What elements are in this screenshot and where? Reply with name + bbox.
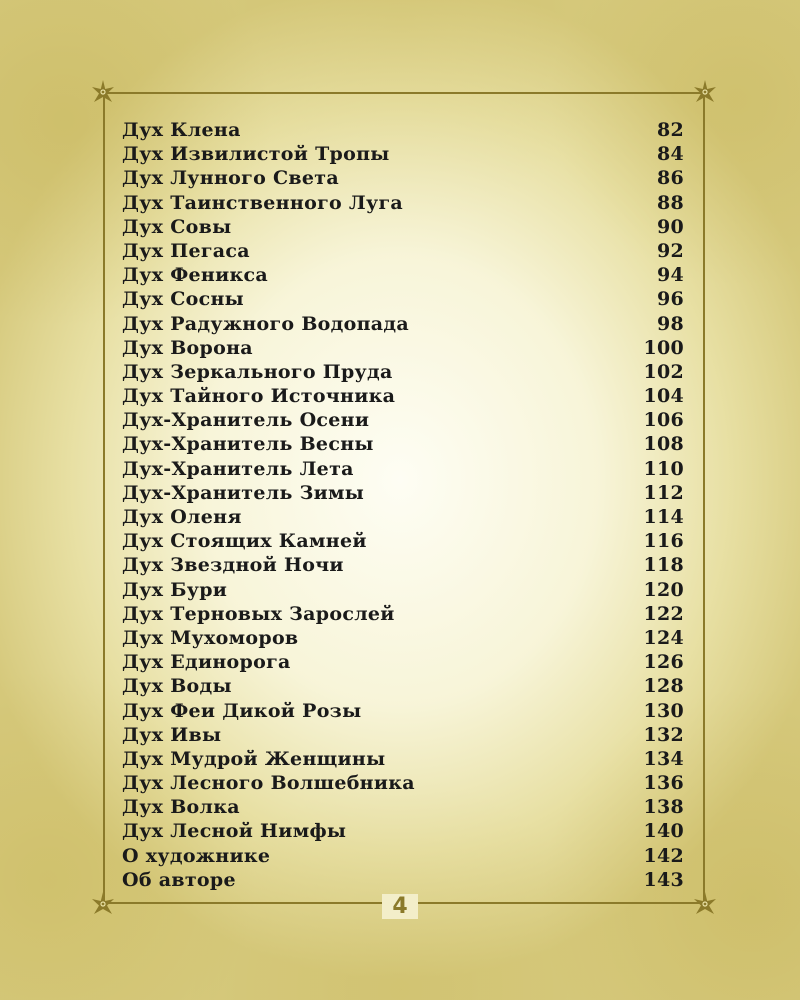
toc-entry-page: 90 [656,215,684,238]
toc-entry-page: 98 [656,312,684,335]
toc-entry-title: Об авторе [122,868,236,891]
toc-dot-leader [373,528,640,548]
toc-entry-title: Дух Ворона [122,336,253,359]
toc-entry-page: 132 [643,723,684,746]
toc-entry-page: 143 [643,868,684,891]
toc-dot-leader [367,698,639,718]
toc-dot-leader [242,867,640,887]
toc-entry-title: Дух Лунного Света [122,167,339,190]
toc-dot-leader [345,165,653,185]
toc-entry[interactable] [122,721,684,745]
toc-entry-page: 142 [643,844,684,867]
toc-entry-page: 88 [656,191,684,214]
toc-entry[interactable] [122,430,684,454]
toc-dot-leader [391,746,639,766]
toc-entry[interactable] [122,140,684,164]
toc-dot-leader [237,214,653,234]
toc-entry-page: 104 [643,385,684,408]
toc-dot-leader [401,601,640,621]
toc-entry-page: 128 [643,675,684,698]
toc-entry[interactable] [122,479,684,503]
toc-dot-leader [401,383,639,403]
toc-dot-leader [409,190,653,210]
toc-entry-page: 92 [656,239,684,262]
toc-entry-title: Дух Тайного Источника [122,385,396,408]
toc-entry-page: 130 [643,699,684,722]
toc-entry[interactable] [122,285,684,309]
toc-entry-title: Дух Мухоморов [122,626,299,649]
toc-entry-page: 136 [643,772,684,795]
toc-entry[interactable] [122,866,684,890]
toc-entry-title: Дух Сосны [122,288,245,311]
toc-entry[interactable] [122,842,684,866]
toc-dot-leader [399,359,640,379]
toc-dot-leader [256,238,653,258]
toc-entry[interactable] [122,406,684,430]
toc-entry[interactable] [122,600,684,624]
toc-entry-title: Дух-Хранитель Зимы [122,481,365,504]
toc-dot-leader [396,141,653,161]
toc-entry-title: Дух Лесной Нимфы [122,820,347,843]
page-number-label: 4 [382,894,417,919]
toc-dot-leader [248,504,640,524]
toc-entry-title: Дух Воды [122,675,232,698]
toc-entry[interactable] [122,116,684,140]
toc-entry[interactable] [122,189,684,213]
toc-entry-title: Дух-Хранитель Лета [122,457,354,480]
toc-entry[interactable] [122,576,684,600]
toc-entry[interactable] [122,310,684,334]
toc-entry-page: 134 [643,747,684,770]
toc-dot-leader [250,286,653,306]
toc-entry[interactable] [122,358,684,382]
toc-entry-page: 110 [643,457,684,480]
toc-entry-title: Дух Оленя [122,506,242,528]
toc-dot-leader [247,117,653,137]
toc-dot-leader [370,480,639,500]
toc-entry-title: Дух Зеркального Пруда [122,360,393,383]
toc-entry-title: Дух Радужного Водопада [122,312,409,335]
toc-entry-title: Дух-Хранитель Весны [122,433,374,456]
toc-entry[interactable] [122,624,684,648]
toc-entry[interactable] [122,817,684,841]
toc-entry-title: Дух Таинственного Луга [122,191,404,214]
toc-entry-page: 86 [656,167,684,190]
toc-entry-title: Дух Пегаса [122,239,250,262]
toc-dot-leader [297,649,640,669]
toc-entry-page: 114 [643,506,684,528]
toc-entry-title: Дух Мудрой Женщины [122,747,386,770]
toc-entry-page: 96 [656,288,684,311]
toc-entry-page: 106 [643,409,684,432]
toc-entry[interactable] [122,769,684,793]
toc-entry-page: 82 [656,119,684,141]
toc-entry[interactable] [122,261,684,285]
toc-entry-page: 126 [643,651,684,674]
toc-entry-page: 116 [643,530,684,553]
toc-entry-title: Дух Лесного Волшебника [122,772,415,795]
toc-entry[interactable] [122,455,684,479]
toc-entry[interactable] [122,237,684,261]
toc-entry-page: 108 [643,433,684,456]
toc-entry-page: 100 [643,336,684,359]
toc-entry-title: Дух Звездной Ночи [122,554,344,577]
table-of-contents [122,116,684,890]
page-number [0,894,800,919]
toc-entry-page: 120 [643,578,684,601]
toc-entry[interactable] [122,527,684,551]
toc-entry-title: Дух Совы [122,215,232,238]
toc-entry-title: Дух Бури [122,578,228,601]
toc-dot-leader [375,407,639,427]
toc-entry-title: Дух Терновых Зарослей [122,602,395,625]
toc-entry-title: Дух Единорога [122,651,291,674]
toc-dot-leader [380,431,640,451]
toc-entry[interactable] [122,697,684,721]
toc-entry-title: Дух Феникса [122,264,269,287]
toc-dot-leader [352,818,639,838]
toc-dot-leader [360,456,640,476]
toc-dot-leader [421,770,640,790]
toc-dot-leader [304,625,639,645]
toc-dot-leader [233,577,639,597]
toc-entry-page: 124 [643,626,684,649]
toc-entry[interactable] [122,382,684,406]
toc-entry-title: Дух Клена [122,119,241,141]
toc-entry[interactable] [122,745,684,769]
toc-entry[interactable] [122,503,684,527]
toc-dot-leader [227,722,639,742]
toc-entry[interactable] [122,793,684,817]
toc-entry-page: 140 [643,820,684,843]
toc-entry-title: О художнике [122,844,271,867]
toc-entry-title: Дух Извилистой Тропы [122,143,390,166]
corner-ornament-icon [692,79,718,105]
toc-entry-title: Дух Волка [122,796,240,819]
toc-entry-page: 118 [643,554,684,577]
toc-entry[interactable] [122,648,684,672]
toc-dot-leader [238,673,640,693]
toc-entry[interactable] [122,334,684,358]
toc-entry-page: 112 [643,481,684,504]
toc-entry-page: 94 [656,264,684,287]
toc-dot-leader [274,262,653,282]
toc-entry-page: 122 [643,602,684,625]
toc-entry-title: Дух-Хранитель Осени [122,409,370,432]
toc-entry-page: 102 [643,360,684,383]
toc-dot-leader [246,794,640,814]
toc-entry-page: 84 [656,143,684,166]
toc-entry[interactable] [122,164,684,188]
toc-entry-title: Дух Стоящих Камней [122,530,367,553]
toc-dot-leader [276,843,639,863]
toc-dot-leader [415,311,653,331]
toc-dot-leader [350,552,640,572]
toc-entry-title: Дух Феи Дикой Розы [122,699,362,722]
toc-dot-leader [259,335,640,355]
toc-entry[interactable] [122,672,684,696]
toc-entry-title: Дух Ивы [122,723,222,746]
corner-ornament-icon [90,79,116,105]
toc-entry[interactable] [122,551,684,575]
toc-entry[interactable] [122,213,684,237]
toc-entry-page: 138 [643,796,684,819]
